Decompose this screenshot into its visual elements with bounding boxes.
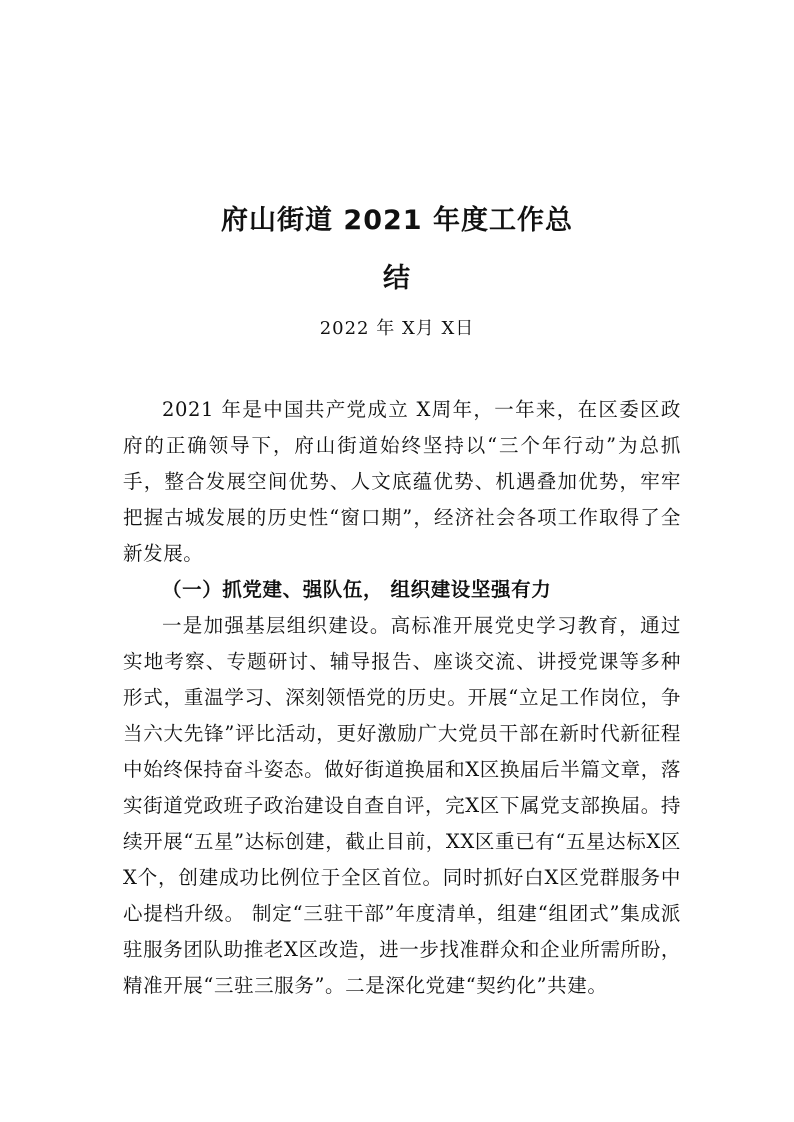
intro-paragraph: 2021 年是中国共产党成立 X周年，一年来，在区委区政府的正确领导下，府山街道始终坚持以“三个年行动”为总抓手，整合发展空间优势、人文底蕴优势、机遇叠加优势，牢牢把握古城发展的历史性“窗口期”，经济社会各项工作取得了全新发展。 <box>123 398 681 565</box>
document-body <box>123 392 681 1004</box>
section-heading: （一）抓党建、强队伍， 组织建设坚强有力 <box>162 578 552 601</box>
document-title-line-2: 结 <box>383 263 411 294</box>
document-date: 2022 年 X月 X日 <box>319 318 475 339</box>
section-paragraph: 一是加强基层组织建设。高标准开展党史学习教育，通过实地考察、专题研讨、辅导报告、座谈交流、讲授党课等多种形式，重温学习、深刻领悟党的历史。开展“立足工作岗位，争当六大先锋”评比活动，更好激励广大党员干部在新时代新征程中始终保持奋斗姿态。做好街道换届和X区换届后半篇文章，落实街道党政班子政治建设自查自评，完X区下属党支部换届。持续开展“五星”达标创建，截止目前，XX区重已有“五星达标X区 X个，创建成功比例位于全区首位。同时抓好白X区党群服务中心提档升级。 制定“三驻干部”年度清单，组建“组团式”集成派驻服务团队助推老X区改造，进一步找准群众和企业所需所盼， 精准开展“三驻三服务”。二是深化党建“契约化”共建。 <box>123 614 681 997</box>
document-title-line-1: 府山街道 2021 年度工作总 <box>221 205 573 236</box>
